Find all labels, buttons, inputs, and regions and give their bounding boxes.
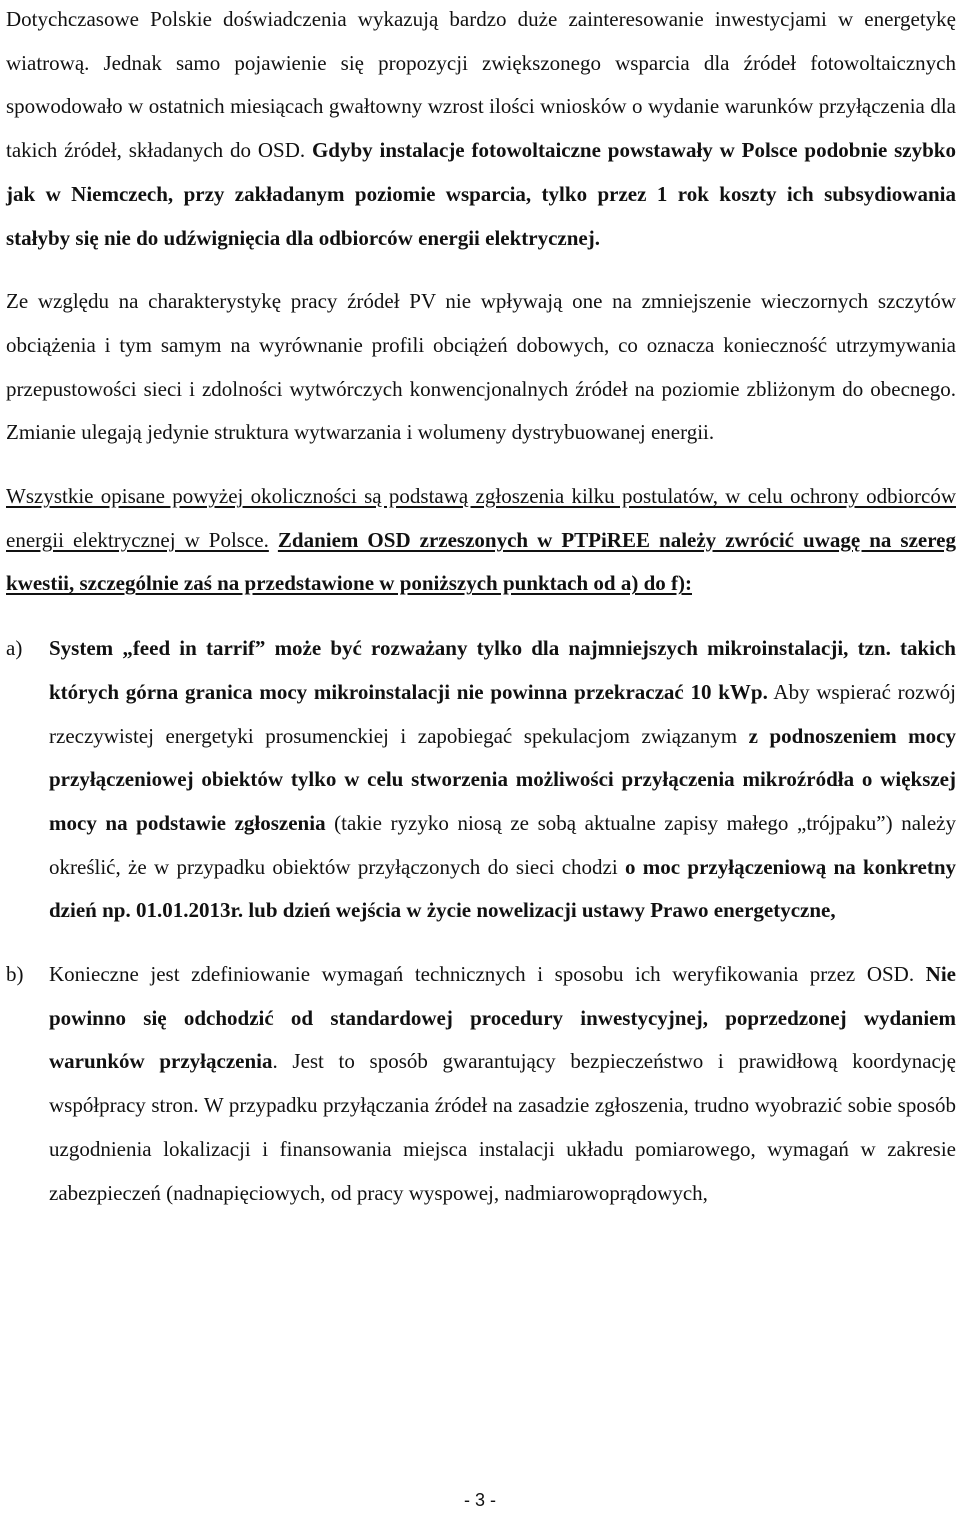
list-item-normal-text: Aby wspierać rozwój rzeczywistej energetyki prosumenckiej i zapobiegać spekulacjom związanym	[49, 679, 956, 748]
paragraph-3-bold-underlined-text: Zdaniem OSD zrzeszonych w PTPiREE należy zwrócić uwagę na szereg kwestii, szczególnie zaś na przedstawione w poniższych punktach od a) do f):	[6, 527, 956, 596]
list-item-bold-text: z podnoszeniem mocy przyłączeniowej obiektów tylko w celu stworzenia możliwości przyłączenia mikroźródła o większej mocy na podstawie zgłoszenia	[49, 723, 956, 835]
list-item	[6, 953, 956, 1215]
paragraph-1	[6, 0, 956, 260]
list-item-normal-text: Konieczne jest zdefiniowanie wymagań technicznych i sposobu ich weryfikowania przez OSD.	[49, 962, 926, 987]
list-item-normal-text: . Jest to sposób gwarantujący bezpieczeństwo i prawidłową koordynację współpracy stron. W przypadku przyłączania źródeł na zasadzie zgłoszenia, trudno wyobrazić sobie sposób uzgodnienia lokalizacji i finansowania miejsca instalacji układu pomiarowego, wymagań w zakresie zabezpieczeń (nadnapięciowych, od pracy wyspowej, nadmiarowoprądowych,	[49, 1049, 956, 1205]
page-number: - 3 -	[463, 1490, 496, 1510]
list-item	[6, 627, 956, 933]
postulates-list	[6, 627, 956, 1215]
list-item-text	[49, 627, 956, 933]
paragraph-3-underlined-text: Wszystkie opisane powyżej okoliczności są podstawą zgłoszenia kilku postulatów, w celu ochrony odbiorców energii elektrycznej w Polsce.	[6, 484, 956, 552]
paragraph-1-text: Dotychczasowe Polskie doświadczenia wykazują bardzo duże zainteresowanie inwestycjami w energetykę wiatrową. Jednak samo pojawienie się propozycji zwiększonego wsparcia dla źródeł fotowoltaicznych spowodowało w ostatnich miesiącach gwałtowny wzrost ilości wniosków o wydanie warunków przyłączenia dla takich źródeł, składanych do OSD.	[6, 7, 956, 163]
list-item-bold-text: Nie powinno się odchodzić od standardowej procedury inwestycyjnej, poprzedzonej wydaniem warunków przyłączenia	[49, 962, 956, 1074]
list-item-text	[49, 953, 956, 1215]
paragraph-3	[6, 475, 956, 606]
paragraph-1-bold-text: Gdyby instalacje fotowoltaiczne powstawały w Polsce podobnie szybko jak w Niemczech, przy zakładanym poziomie wsparcia, tylko przez 1 rok koszty ich subsydiowania stałyby się nie do udźwignięcia dla odbiorców energii elektrycznej.	[6, 138, 956, 250]
list-item-marker: a)	[6, 636, 23, 661]
document-page	[6, 0, 956, 1513]
list-item-normal-text: (takie ryzyko niosą ze sobą aktualne zapisy małego „trójpaku”) należy określić, że w przypadku obiektów przyłączonych do sieci chodzi	[49, 810, 956, 879]
list-item-marker: b)	[6, 962, 24, 987]
paragraph-2: Ze względu na charakterystykę pracy źródeł PV nie wpływają one na zmniejszenie wieczornych szczytów obciążenia i tym samym na wyrównanie profili obciążeń dobowych, co oznacza konieczność utrzymywania przepustowości sieci i zdolności wytwórczych konwencjonalnych źródeł na poziomie zbliżonym do obecnego. Zmianie ulegają jedynie struktura wytwarzania i wolumeny dystrybuowanej energii.	[6, 289, 956, 445]
list-item-bold-text: System „feed in tarrif” może być rozważany tylko dla najmniejszych mikroinstalacji, tzn. takich których górna granica mocy mikroinstalacji nie powinna przekraczać 10 kWp.	[49, 636, 956, 704]
list-item-bold-text: o moc przyłączeniową na konkretny dzień np. 01.01.2013r. lub dzień wejścia w życie nowelizacji ustawy Prawo energetyczne,	[49, 854, 956, 923]
